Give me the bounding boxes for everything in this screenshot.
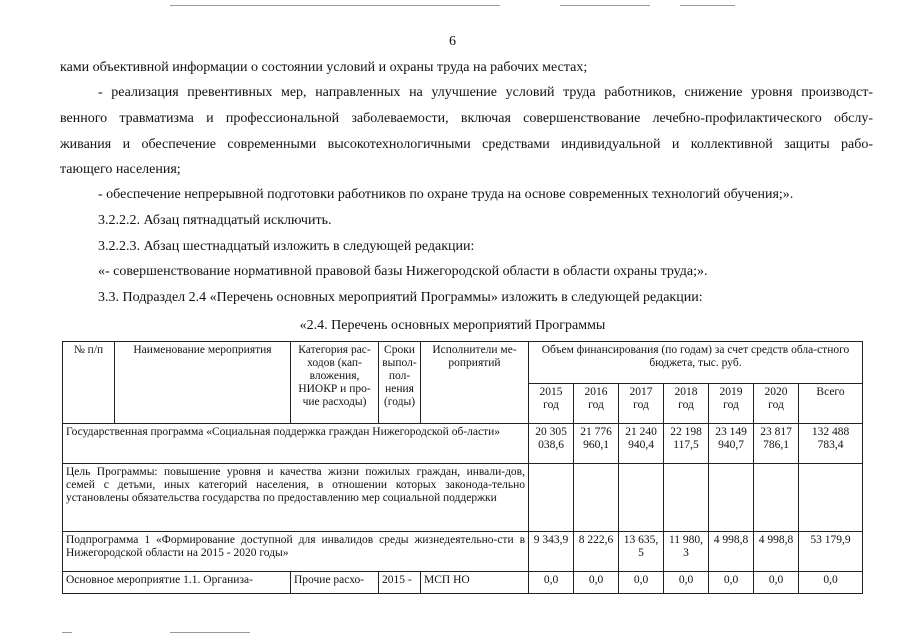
header-num: № п/п bbox=[63, 342, 115, 424]
value-cell: 13 635, 5 bbox=[619, 532, 664, 572]
header-year: 2018 год bbox=[664, 384, 709, 424]
header-year: 2016 год bbox=[574, 384, 619, 424]
paragraph-line: венного травматизма и профессиональной заболеваемости, включая совершенствование лечебно-профилактического обслу- bbox=[60, 111, 873, 126]
value-cell: 21 776 960,1 bbox=[574, 424, 619, 464]
measure-row-name: Основное мероприятие 1.1. Организа- bbox=[63, 572, 291, 594]
value-cell: 0,0 bbox=[799, 572, 863, 594]
empty-cell bbox=[799, 464, 863, 532]
paragraph-line: 3.2.2.3. Абзац шестнадцатый изложить в следующей редакции: bbox=[98, 239, 475, 254]
empty-cell bbox=[709, 464, 754, 532]
value-cell: 132 488 783,4 bbox=[799, 424, 863, 464]
table-title: «2.4. Перечень основных мероприятий Программы bbox=[299, 318, 606, 333]
measure-row-terms: 2015 - bbox=[379, 572, 421, 594]
header-name: Наименование мероприятия bbox=[115, 342, 291, 424]
header-total: Всего bbox=[799, 384, 863, 424]
paragraph-line: - реализация превентивных мер, направленных на улучшение условий труда работников, снижение уровня производст- bbox=[98, 85, 873, 100]
scan-edge-line bbox=[560, 5, 650, 6]
value-cell: 0,0 bbox=[664, 572, 709, 594]
value-cell: 0,0 bbox=[619, 572, 664, 594]
header-category: Категория рас-ходов (кап-вложения, НИОКР и про-чие расходы) bbox=[291, 342, 379, 424]
value-cell: 20 305 038,6 bbox=[529, 424, 574, 464]
paragraph-line: - обеспечение непрерывной подготовки работников по охране труда на основе современных технологий обучения;». bbox=[98, 187, 794, 202]
header-year: 2015 год bbox=[529, 384, 574, 424]
value-cell: 8 222,6 bbox=[574, 532, 619, 572]
header-terms: Сроки выпол-пол-нения (годы) bbox=[379, 342, 421, 424]
value-cell: 0,0 bbox=[574, 572, 619, 594]
goal-row-label: Цель Программы: повышение уровня и качества жизни пожилых граждан, инвали-дов, семей с детьми, иных категорий населения, в отношении которых законода-тельно установлены обязательства государства по предоставлению мер социальной поддержки bbox=[63, 464, 529, 532]
paragraph-line: 3.2.2.2. Абзац пятнадцатый исключить. bbox=[98, 213, 332, 228]
scan-edge-line bbox=[62, 632, 72, 633]
paragraph-line: живания и обеспечение современными высокотехнологичными средствами индивидуальной и коллективной защиты рабо- bbox=[60, 137, 873, 152]
empty-cell bbox=[619, 464, 664, 532]
measures-table bbox=[62, 341, 863, 594]
empty-cell bbox=[529, 464, 574, 532]
header-funding: Объем финансирования (по годам) за счет средств обла-стного бюджета, тыс. руб. bbox=[529, 342, 863, 384]
scan-edge-line bbox=[170, 632, 250, 633]
paragraph-line: ками объективной информации о состоянии условий и охраны труда на рабочих местах; bbox=[60, 60, 588, 75]
value-cell: 0,0 bbox=[529, 572, 574, 594]
empty-cell bbox=[754, 464, 799, 532]
measure-row-executor: МСП НО bbox=[421, 572, 529, 594]
empty-cell bbox=[664, 464, 709, 532]
value-cell: 11 980, 3 bbox=[664, 532, 709, 572]
value-cell: 23 817 786,1 bbox=[754, 424, 799, 464]
scan-edge-line bbox=[170, 5, 500, 6]
paragraph-line: «- совершенствование нормативной правовой базы Нижегородской области в области охраны труда;». bbox=[98, 264, 708, 279]
value-cell: 4 998,8 bbox=[754, 532, 799, 572]
value-cell: 23 149 940,7 bbox=[709, 424, 754, 464]
header-year: 2019 год bbox=[709, 384, 754, 424]
subprogram-row-label: Подпрограмма 1 «Формирование доступной для инвалидов среды жизнедеятельно-сти в Нижегородской области на 2015 - 2020 годы» bbox=[63, 532, 529, 572]
measure-row-category: Прочие расхо- bbox=[291, 572, 379, 594]
paragraph-line: тающего населения; bbox=[60, 162, 181, 177]
header-executors: Исполнители ме-роприятий bbox=[421, 342, 529, 424]
empty-cell bbox=[574, 464, 619, 532]
header-year: 2017 год bbox=[619, 384, 664, 424]
scan-edge-line bbox=[680, 5, 735, 6]
value-cell: 0,0 bbox=[709, 572, 754, 594]
value-cell: 0,0 bbox=[754, 572, 799, 594]
value-cell: 22 198 117,5 bbox=[664, 424, 709, 464]
header-year: 2020 год bbox=[754, 384, 799, 424]
program-row-label: Государственная программа «Социальная поддержка граждан Нижегородской об-ласти» bbox=[63, 424, 529, 464]
value-cell: 21 240 940,4 bbox=[619, 424, 664, 464]
value-cell: 9 343,9 bbox=[529, 532, 574, 572]
value-cell: 4 998,8 bbox=[709, 532, 754, 572]
paragraph-line: 3.3. Подраздел 2.4 «Перечень основных мероприятий Программы» изложить в следующей редакции: bbox=[98, 290, 703, 305]
page-number: 6 bbox=[449, 34, 456, 49]
value-cell: 53 179,9 bbox=[799, 532, 863, 572]
